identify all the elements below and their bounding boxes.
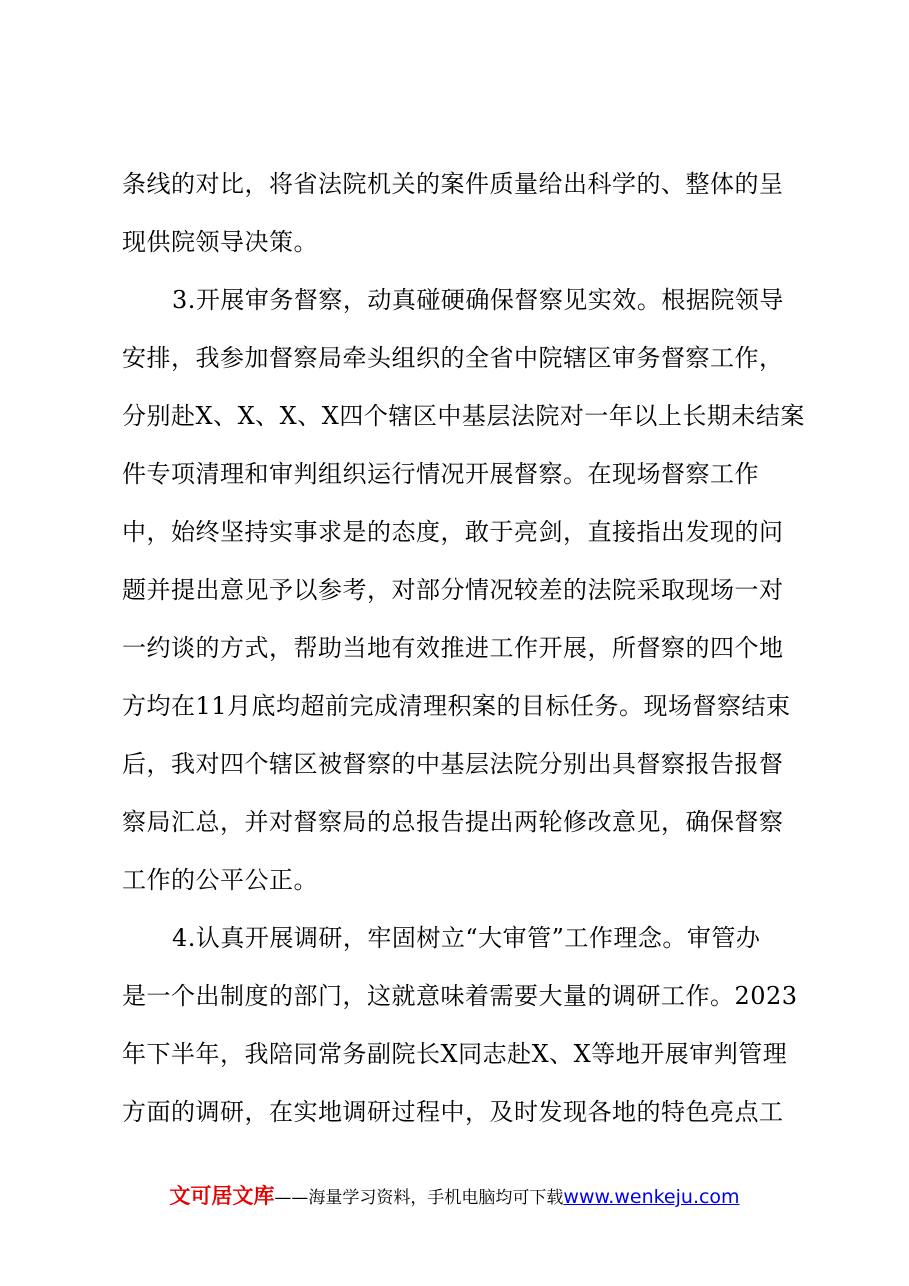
footer-brand: 文可居文库 xyxy=(169,1184,275,1208)
text-line: 察局汇总，并对督察局的总报告提出两轮修改意见，确保督察 xyxy=(122,808,784,836)
text-line: 4.认真开展调研，牢固树立“大审管”工作理念。审管办 xyxy=(172,924,761,952)
text-line: 一约谈的方式，帮助当地有效推进工作开展，所督察的四个地 xyxy=(122,634,784,662)
text-line: 方均在11月底均超前完成清理积案的目标任务。现场督察结束 xyxy=(122,692,791,720)
text-line: 工作的公平公正。 xyxy=(122,866,318,894)
text-line: 件专项清理和审判组织运行情况开展督察。在现场督察工作 xyxy=(122,460,759,488)
text-line: 3.开展审务督察，动真碰硬确保督察见实效。根据院领导 xyxy=(172,286,784,314)
text-line: 后，我对四个辖区被督察的中基层法院分别出具督察报告报督 xyxy=(122,750,784,778)
footer-tagline: ——海量学习资料，手机电脑均可下载 xyxy=(274,1188,564,1208)
text-line: 题并提出意见予以参考，对部分情况较差的法院采取现场一对 xyxy=(122,576,784,604)
text-line: 现供院领导决策。 xyxy=(122,228,318,256)
text-line: 安排，我参加督察局牵头组织的全省中院辖区审务督察工作， xyxy=(122,344,784,372)
text-line: 条线的对比，将省法院机关的案件质量给出科学的、整体的呈 xyxy=(122,170,784,198)
text-line: 中，始终坚持实事求是的态度，敢于亮剑，直接指出发现的问 xyxy=(122,518,784,546)
text-line: 是一个出制度的部门，这就意味着需要大量的调研工作。2023 xyxy=(122,982,798,1010)
text-line: 分别赴X、X、X、X四个辖区中基层法院对一年以上长期未结案 xyxy=(122,402,805,430)
footer-url-link[interactable]: www.wenkeju.com xyxy=(563,1186,740,1208)
document-body xyxy=(122,155,805,1141)
text-line: 方面的调研，在实地调研过程中，及时发现各地的特色亮点工 xyxy=(122,1098,784,1126)
text-line: 年下半年，我陪同常务副院长X同志赴X、X等地开展审判管理 xyxy=(122,1040,788,1068)
footer-banner xyxy=(0,1180,909,1210)
